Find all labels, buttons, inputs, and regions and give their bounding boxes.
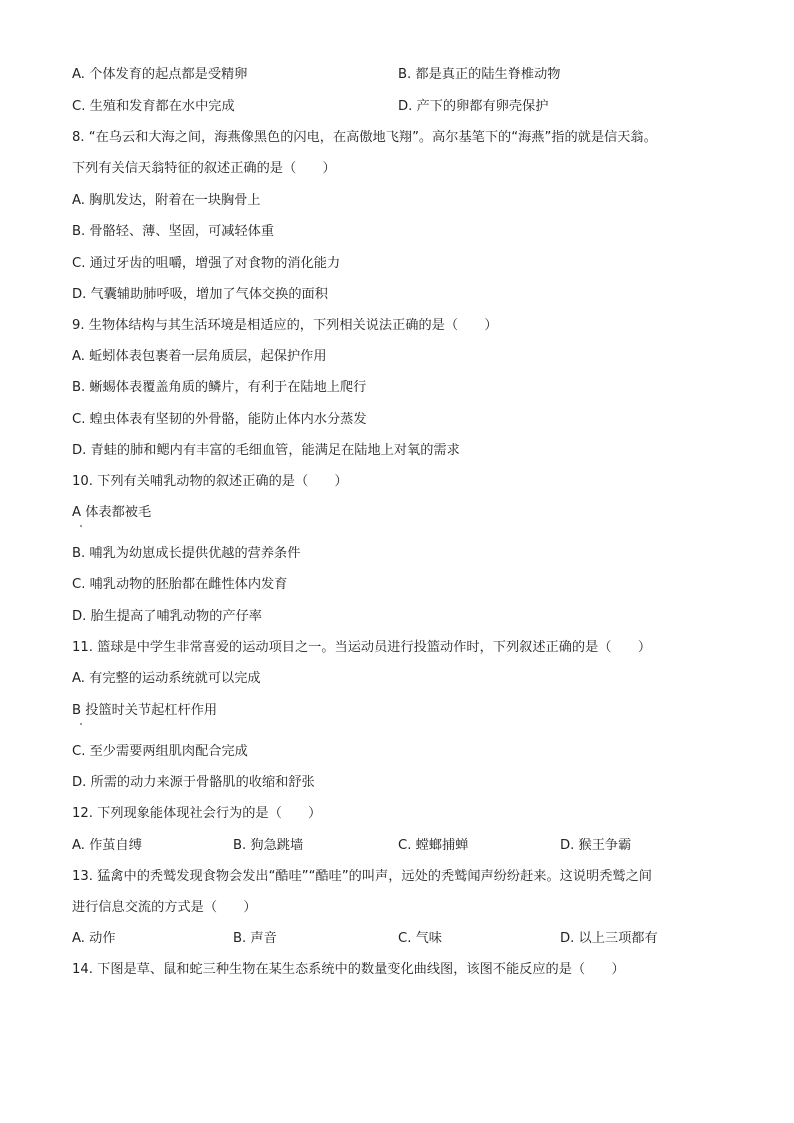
q13-option-c: C. 气味: [398, 931, 442, 946]
q7-option-c: C. 生殖和发育都在水中完成: [72, 99, 235, 114]
q7-option-d: D. 产下的卵都有卵壳保护: [398, 99, 549, 114]
q10-option-a-dot-mark: [80, 525, 82, 527]
q10-option-a: A 体表都被毛: [72, 505, 152, 520]
q9-option-a: A. 蚯蚓体表包裹着一层角质层，起保护作用: [72, 349, 327, 364]
q12-option-b: B. 狗急跳墙: [233, 838, 304, 853]
q12-option-c: C. 螳螂捕蝉: [398, 838, 469, 853]
q11-option-b-dot-mark: [80, 723, 82, 725]
q11-stem: 11. 篮球是中学生非常喜爱的运动项目之一。当运动员进行投篮动作时，下列叙述正确的是（ ）: [72, 640, 652, 655]
q12-options-row: [72, 839, 732, 855]
q9-option-b: B. 蜥蜴体表覆盖角质的鳞片，有利于在陆地上爬行: [72, 380, 367, 395]
q9-option-d: D. 青蛙的肺和鳃内有丰富的毛细血管，能满足在陆地上对氧的需求: [72, 443, 460, 458]
q12-stem: 12. 下列现象能体现社会行为的是（ ）: [72, 806, 322, 821]
q12-option-d: D. 猴王争霸: [560, 838, 632, 853]
q12-option-a: A. 作茧自缚: [72, 838, 142, 853]
q11-option-a: A. 有完整的运动系统就可以完成: [72, 671, 261, 686]
q13-stem-line-2: 进行信息交流的方式是（ ）: [72, 900, 257, 915]
q9-option-c: C. 蝗虫体表有坚韧的外骨骼，能防止体内水分蒸发: [72, 412, 367, 427]
q7-option-a: A. 个体发育的起点都是受精卵: [72, 67, 248, 82]
q13-stem-line-1: 13. 猛禽中的秃鹫发现食物会发出“酷哇”“酷哇”的叫声，远处的秃鹫闻声纷纷赶来。这说明秃鹫之间: [72, 869, 652, 884]
q8-option-d: D. 气囊辅助肺呼吸，增加了气体交换的面积: [72, 287, 328, 302]
q8-stem-line-1: 8. “在乌云和大海之间，海燕像黑色的闪电，在高傲地飞翔”。高尔基笔下的“海燕”指的就是信天翁。: [72, 130, 657, 145]
q11-option-b: B 投篮时关节起杠杆作用: [72, 703, 218, 718]
q7-options-row-1: [72, 68, 732, 84]
q8-option-c: C. 通过牙齿的咀嚼，增强了对食物的消化能力: [72, 256, 341, 271]
q8-option-a: A. 胸肌发达，附着在一块胸骨上: [72, 193, 261, 208]
q8-option-b: B. 骨骼轻、薄、坚固，可减轻体重: [72, 224, 275, 239]
q14-stem: 14. 下图是草、鼠和蛇三种生物在某生态系统中的数量变化曲线图，该图不能反应的是（ ）: [72, 962, 625, 977]
q10-option-d: D. 胎生提高了哺乳动物的产仔率: [72, 609, 262, 624]
q7-options-row-2: [72, 100, 732, 116]
q8-stem-line-2: 下列有关信天翁特征的叙述正确的是（ ）: [72, 161, 336, 176]
q11-option-d: D. 所需的动力来源于骨骼肌的收缩和舒张: [72, 775, 315, 790]
q9-stem: 9. 生物体结构与其生活环境是相适应的，下列相关说法正确的是（ ）: [72, 318, 498, 333]
q13-option-d: D. 以上三项都有: [560, 931, 658, 946]
q10-stem: 10. 下列有关哺乳动物的叙述正确的是（ ）: [72, 474, 348, 489]
q13-option-a: A. 动作: [72, 931, 116, 946]
q7-option-b: B. 都是真正的陆生脊椎动物: [398, 67, 561, 82]
q13-option-b: B. 声音: [233, 931, 277, 946]
q11-option-c: C. 至少需要两组肌肉配合完成: [72, 744, 248, 759]
q10-option-b: B. 哺乳为幼崽成长提供优越的营养条件: [72, 546, 301, 561]
q10-option-c: C. 哺乳动物的胚胎都在雌性体内发育: [72, 577, 288, 592]
q13-options-row: [72, 932, 732, 948]
